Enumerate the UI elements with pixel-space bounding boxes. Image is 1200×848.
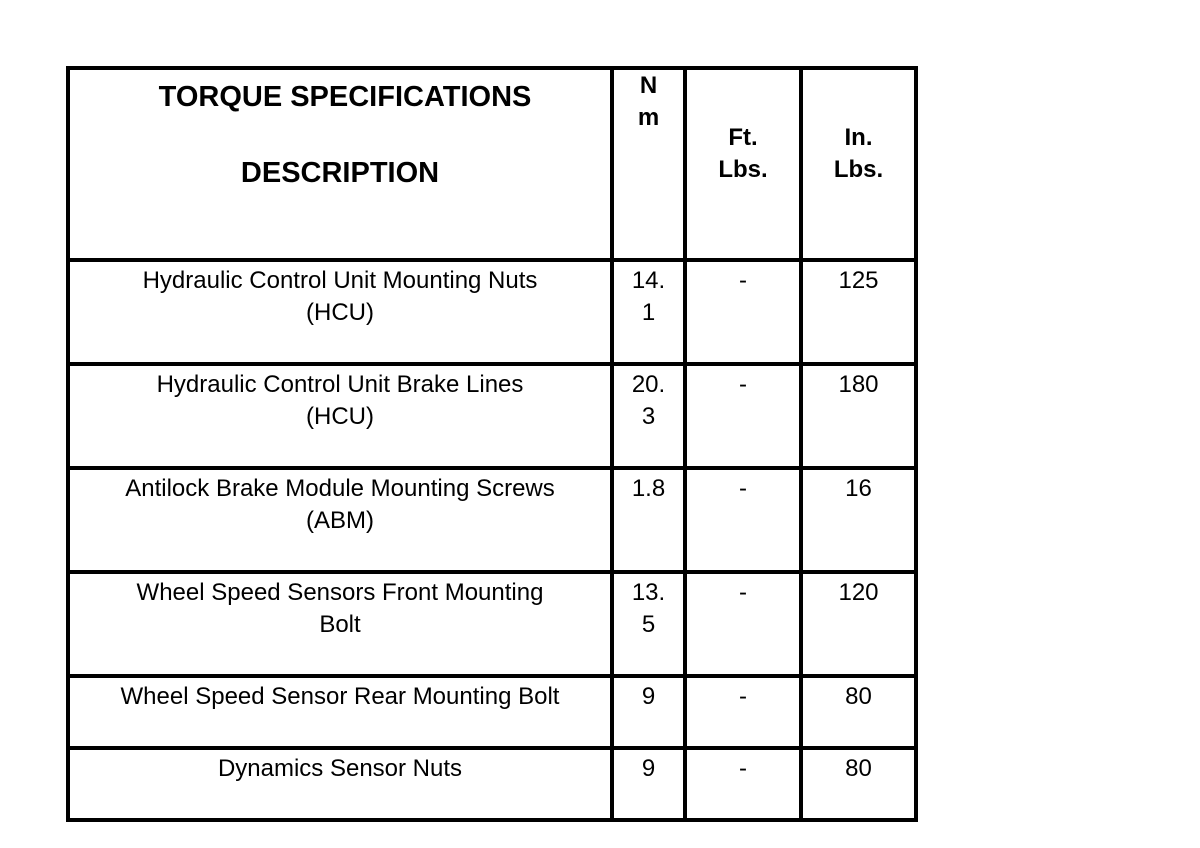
nm-cell [612, 468, 685, 572]
column-header-nm [612, 68, 685, 260]
table-title: TORQUE SPECIFICATIONS [158, 81, 532, 113]
description-text: Dynamics Sensor Nuts [217, 755, 463, 782]
in-lbs-cell: 80 [801, 748, 916, 820]
column-header-ft-line1: Ft. [728, 124, 758, 151]
ft-lbs-cell: - [685, 748, 801, 820]
column-header-in-line2: Lbs. [833, 156, 884, 183]
column-header-nm-line1: N [639, 72, 658, 99]
column-header-in-lbs [801, 68, 916, 260]
description-cell [68, 572, 612, 676]
in-lbs-cell: 125 [801, 260, 916, 364]
nm-value: 20. [631, 371, 666, 398]
nm-value: 1.8 [631, 475, 666, 502]
torque-spec-table [66, 66, 918, 822]
nm-cell [612, 572, 685, 676]
description-text: Wheel Speed Sensor Rear Mounting Bolt [120, 683, 560, 710]
table-row [68, 748, 916, 820]
in-lbs-cell: 120 [801, 572, 916, 676]
in-lbs-cell: 80 [801, 676, 916, 748]
column-header-ft-lbs [685, 68, 801, 260]
nm-value: 14. [631, 267, 666, 294]
description-cell [68, 748, 612, 820]
nm-cell [612, 364, 685, 468]
ft-lbs-cell: - [685, 364, 801, 468]
description-cell [68, 468, 612, 572]
description-text: (HCU) [306, 403, 374, 430]
header-row [68, 68, 916, 260]
table-row [68, 676, 916, 748]
nm-value: 9 [641, 683, 656, 710]
description-text: Wheel Speed Sensors Front Mounting [136, 579, 544, 606]
nm-value: 3 [641, 403, 656, 430]
description-text: (HCU) [306, 299, 374, 326]
in-lbs-cell: 180 [801, 364, 916, 468]
column-header-description: DESCRIPTION [240, 157, 440, 189]
description-cell [68, 676, 612, 748]
column-header-ft-line2: Lbs. [718, 156, 768, 183]
description-text: Antilock Brake Module Mounting Screws [125, 475, 555, 502]
nm-value: 13. [631, 579, 666, 606]
header-description-cell [68, 68, 612, 260]
nm-cell [612, 748, 685, 820]
description-text: Hydraulic Control Unit Brake Lines [156, 371, 524, 398]
column-header-nm-line2: m [637, 104, 660, 131]
table-row [68, 572, 916, 676]
nm-cell [612, 676, 685, 748]
ft-lbs-cell: - [685, 676, 801, 748]
ft-lbs-cell: - [685, 468, 801, 572]
nm-value: 5 [641, 611, 656, 638]
column-header-in-line1: In. [844, 124, 873, 151]
table-row [68, 364, 916, 468]
description-cell [68, 364, 612, 468]
nm-value: 9 [641, 755, 656, 782]
description-cell [68, 260, 612, 364]
ft-lbs-cell: - [685, 260, 801, 364]
nm-value: 1 [641, 299, 656, 326]
table-row [68, 260, 916, 364]
ft-lbs-cell: - [685, 572, 801, 676]
in-lbs-cell: 16 [801, 468, 916, 572]
table-row [68, 468, 916, 572]
description-text: Hydraulic Control Unit Mounting Nuts [142, 267, 538, 294]
description-text: Bolt [319, 611, 361, 638]
nm-cell [612, 260, 685, 364]
description-text: (ABM) [306, 507, 374, 534]
